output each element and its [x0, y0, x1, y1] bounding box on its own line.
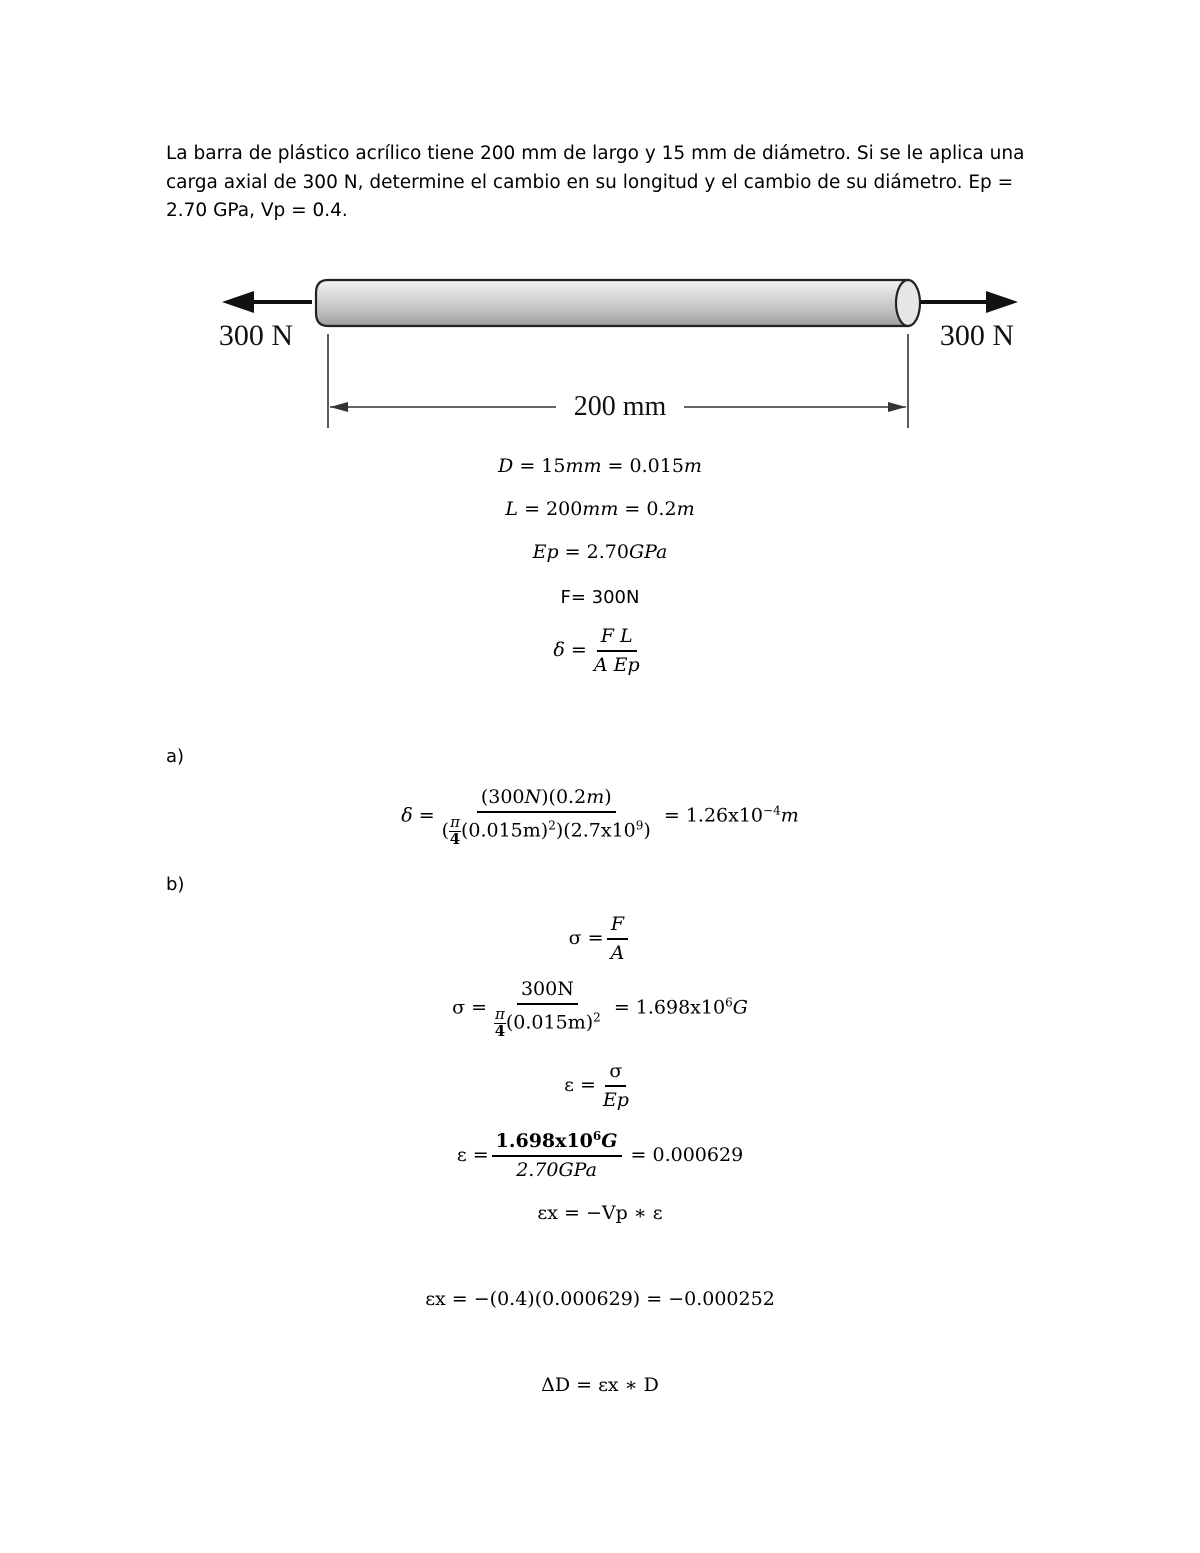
- part-a-label: a): [166, 746, 185, 767]
- eq-part-a: δ = (300N)(0.2m) ( $\frac{\pi}{4}$ $(0.015m)^2)(2.7x10^9)$ = $1.26x10^{-4}m$: [401, 786, 799, 848]
- right-force-arrow: [920, 291, 1018, 313]
- length-dimension-label: 200 mm: [573, 391, 667, 422]
- eq-epsilon-x-calc: εx = −(0.4)(0.000629) = −0.000252: [425, 1288, 775, 1310]
- eq-diameter: D = 15mm = 0.015m: [498, 455, 702, 477]
- left-force-arrow: [222, 291, 312, 313]
- acrylic-bar: [316, 280, 920, 326]
- eq-sigma-calc: σ = 300N $\frac{\pi}{4}$ $(0.015m)^2$ = $1.698x10^6G$: [452, 978, 748, 1040]
- right-load-label: 300 N: [939, 319, 1015, 352]
- eq-length: L = 200mm = 0.2m: [505, 498, 695, 520]
- eq-delta-formula: δ = $\frac{\text{F L}}{\text{A Ep}}$: [553, 625, 640, 676]
- eq-delta-d: ΔD = εx ∗ D: [541, 1374, 659, 1396]
- problem-statement: La barra de plástico acrílico tiene 200 mm de largo y 15 mm de diámetro. Si se le aplica una carga axial de 300 N, determine el cambio en su longitud y el cambio de su diámetro. Ep = 2.70 GPa, Vp = 0.4.: [166, 143, 1025, 221]
- eq-modulus: Ep = 2.70GPa: [532, 541, 668, 563]
- eq-sigma-def: σ = $\frac{F}{A}$: [0, 913, 1200, 965]
- eq-epsilon-def: ε = $\frac{\sigma}{Ep}$: [564, 1060, 629, 1111]
- eq-force: F= 300N: [560, 587, 640, 608]
- part-b-label: b): [166, 874, 185, 895]
- eq-epsilon-calc: ε = $\frac{1.698x10^6G}{\text{2.70GPa}}$ = 0.000629: [456, 1129, 744, 1181]
- left-load-label: 300 N: [218, 319, 294, 352]
- bar-figure: [0, 0, 1200, 440]
- eq-epsilon-x-def: εx = −Vp ∗ ε: [537, 1202, 663, 1224]
